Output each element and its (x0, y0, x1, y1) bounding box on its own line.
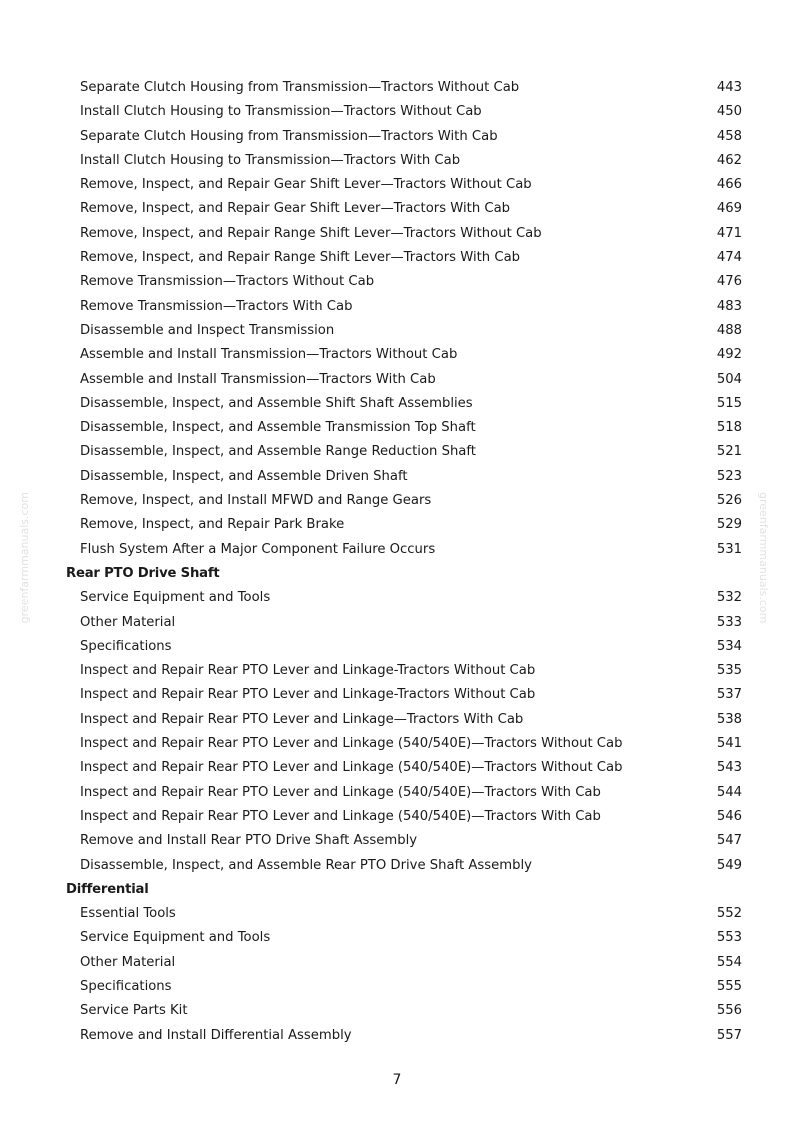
toc-entry[interactable] (66, 125, 742, 149)
entry-title: Inspect and Repair Rear PTO Lever and Linkage (540/540E)—Tractors With Cab (80, 808, 601, 824)
entry-title: Inspect and Repair Rear PTO Lever and Linkage (540/540E)—Tractors With Cab (80, 784, 601, 800)
entry-page-number: 469 (716, 201, 742, 217)
entry-page-number: 483 (716, 298, 742, 314)
toc-section-heading (66, 562, 742, 586)
entry-title: Specifications (80, 638, 172, 654)
entry-page-number: 471 (716, 225, 742, 241)
toc-entry[interactable] (66, 926, 742, 950)
entry-page-number: 526 (716, 493, 742, 509)
entry-page-number: 462 (716, 152, 742, 168)
toc-entry[interactable] (66, 246, 742, 270)
entry-page-number: 538 (716, 711, 742, 727)
entry-title: Install Clutch Housing to Transmission—Tractors Without Cab (80, 104, 482, 120)
toc-entry[interactable] (66, 416, 742, 440)
entry-title: Install Clutch Housing to Transmission—Tractors With Cab (80, 152, 461, 168)
toc-entry[interactable] (66, 343, 742, 367)
entry-page-number: 535 (716, 663, 742, 679)
toc-entry[interactable] (66, 854, 742, 878)
toc-entry[interactable] (66, 611, 742, 635)
entry-title: Remove, Inspect, and Repair Park Brake (80, 517, 345, 533)
toc-entry[interactable] (66, 440, 742, 464)
entry-page-number: 554 (716, 954, 742, 970)
entry-page-number: 474 (716, 250, 742, 266)
entry-title: Service Equipment and Tools (80, 930, 271, 946)
toc-entry[interactable] (66, 683, 742, 707)
entry-title: Inspect and Repair Rear PTO Lever and Linkage (540/540E)—Tractors Without Cab (80, 760, 623, 776)
toc-entry[interactable] (66, 513, 742, 537)
toc-entry[interactable] (66, 659, 742, 683)
toc-entry[interactable] (66, 100, 742, 124)
toc-entry[interactable] (66, 999, 742, 1023)
entry-title: Remove and Install Rear PTO Drive Shaft Assembly (80, 833, 418, 849)
toc-entry[interactable] (66, 368, 742, 392)
entry-page-number: 534 (716, 638, 742, 654)
section-title: Differential (66, 881, 149, 897)
entry-page-number: 476 (716, 274, 742, 290)
entry-page-number: 541 (716, 736, 742, 752)
entry-title: Flush System After a Major Component Failure Occurs (80, 541, 436, 557)
toc-entry[interactable] (66, 975, 742, 999)
entry-page-number: 518 (716, 420, 742, 436)
entry-title: Service Equipment and Tools (80, 590, 271, 606)
watermark-right: greenfarmmanuals.com (757, 492, 770, 624)
entry-page-number: 543 (716, 760, 742, 776)
entry-title: Disassemble, Inspect, and Assemble Range Reduction Shaft (80, 444, 476, 460)
entry-title: Assemble and Install Transmission—Tractors With Cab (80, 371, 436, 387)
toc-entry[interactable] (66, 538, 742, 562)
toc-entry[interactable] (66, 586, 742, 610)
entry-page-number: 549 (716, 857, 742, 873)
entry-title: Remove Transmission—Tractors With Cab (80, 298, 353, 314)
section-title: Rear PTO Drive Shaft (66, 565, 220, 581)
entry-title: Inspect and Repair Rear PTO Lever and Linkage-Tractors Without Cab (80, 687, 536, 703)
toc-entry[interactable] (66, 270, 742, 294)
toc-entry[interactable] (66, 295, 742, 319)
entry-title: Remove Transmission—Tractors Without Cab (80, 274, 375, 290)
entry-page-number: 546 (716, 808, 742, 824)
entry-title: Specifications (80, 978, 172, 994)
entry-page-number: 544 (716, 784, 742, 800)
toc-entry[interactable] (66, 173, 742, 197)
entry-title: Remove, Inspect, and Install MFWD and Range Gears (80, 493, 432, 509)
toc-entry[interactable] (66, 756, 742, 780)
entry-page-number: 531 (716, 541, 742, 557)
entry-page-number: 443 (716, 80, 742, 95)
entry-title: Remove and Install Differential Assembly (80, 1027, 352, 1043)
toc-entry[interactable] (66, 222, 742, 246)
entry-title: Separate Clutch Housing from Transmission—Tractors Without Cab (80, 80, 520, 95)
toc-entry[interactable] (66, 197, 742, 221)
entry-title: Disassemble, Inspect, and Assemble Driven Shaft (80, 468, 408, 484)
entry-page-number: 488 (716, 322, 742, 338)
toc-entry[interactable] (66, 319, 742, 343)
entry-page-number: 515 (716, 395, 742, 411)
page-number: 7 (392, 1072, 402, 1088)
toc-section-heading (66, 878, 742, 902)
toc-entry[interactable] (66, 1024, 742, 1048)
toc-entry[interactable] (66, 951, 742, 975)
entry-page-number: 466 (716, 177, 742, 193)
toc-entry[interactable] (66, 732, 742, 756)
toc-entry[interactable] (66, 708, 742, 732)
entry-page-number: 547 (716, 833, 742, 849)
toc-entry[interactable] (66, 149, 742, 173)
entry-page-number: 555 (716, 978, 742, 994)
entry-title: Inspect and Repair Rear PTO Lever and Linkage—Tractors With Cab (80, 711, 524, 727)
entry-page-number: 556 (716, 1003, 742, 1019)
entry-title: Essential Tools (80, 906, 176, 922)
entry-page-number: 532 (716, 590, 742, 606)
entry-title: Assemble and Install Transmission—Tractors Without Cab (80, 347, 458, 363)
table-of-contents (66, 76, 742, 1048)
entry-page-number: 552 (716, 906, 742, 922)
entry-page-number: 521 (716, 444, 742, 460)
watermark-left: greenfarmmanuals.com (18, 492, 31, 624)
toc-entry[interactable] (66, 635, 742, 659)
entry-page-number: 533 (716, 614, 742, 630)
entry-title: Separate Clutch Housing from Transmission—Tractors With Cab (80, 128, 498, 144)
entry-page-number: 537 (716, 687, 742, 703)
entry-page-number: 504 (716, 371, 742, 387)
entry-page-number: 557 (716, 1027, 742, 1043)
entry-title: Disassemble and Inspect Transmission (80, 322, 335, 338)
toc-entry[interactable] (66, 902, 742, 926)
toc-entry[interactable] (66, 392, 742, 416)
entry-title: Inspect and Repair Rear PTO Lever and Linkage (540/540E)—Tractors Without Cab (80, 736, 623, 752)
entry-page-number: 529 (716, 517, 742, 533)
entry-title: Disassemble, Inspect, and Assemble Shift Shaft Assemblies (80, 395, 473, 411)
entry-page-number: 450 (716, 104, 742, 120)
entry-title: Service Parts Kit (80, 1003, 188, 1019)
toc-entry[interactable] (66, 489, 742, 513)
toc-entry[interactable] (66, 829, 742, 853)
entry-title: Remove, Inspect, and Repair Range Shift Lever—Tractors Without Cab (80, 225, 542, 241)
entry-title: Other Material (80, 614, 176, 630)
entry-title: Remove, Inspect, and Repair Gear Shift Lever—Tractors Without Cab (80, 177, 532, 193)
entry-page-number: 458 (716, 128, 742, 144)
toc-entry[interactable] (66, 781, 742, 805)
entry-title: Remove, Inspect, and Repair Gear Shift Lever—Tractors With Cab (80, 201, 511, 217)
entry-page-number: 523 (716, 468, 742, 484)
entry-title: Remove, Inspect, and Repair Range Shift Lever—Tractors With Cab (80, 250, 521, 266)
entry-title: Disassemble, Inspect, and Assemble Transmission Top Shaft (80, 420, 476, 436)
entry-title: Disassemble, Inspect, and Assemble Rear PTO Drive Shaft Assembly (80, 857, 532, 873)
toc-entry[interactable] (66, 76, 742, 100)
toc-entry[interactable] (66, 805, 742, 829)
entry-title: Inspect and Repair Rear PTO Lever and Linkage-Tractors Without Cab (80, 663, 536, 679)
toc-entry[interactable] (66, 465, 742, 489)
entry-title: Other Material (80, 954, 176, 970)
entry-page-number: 553 (716, 930, 742, 946)
entry-page-number: 492 (716, 347, 742, 363)
